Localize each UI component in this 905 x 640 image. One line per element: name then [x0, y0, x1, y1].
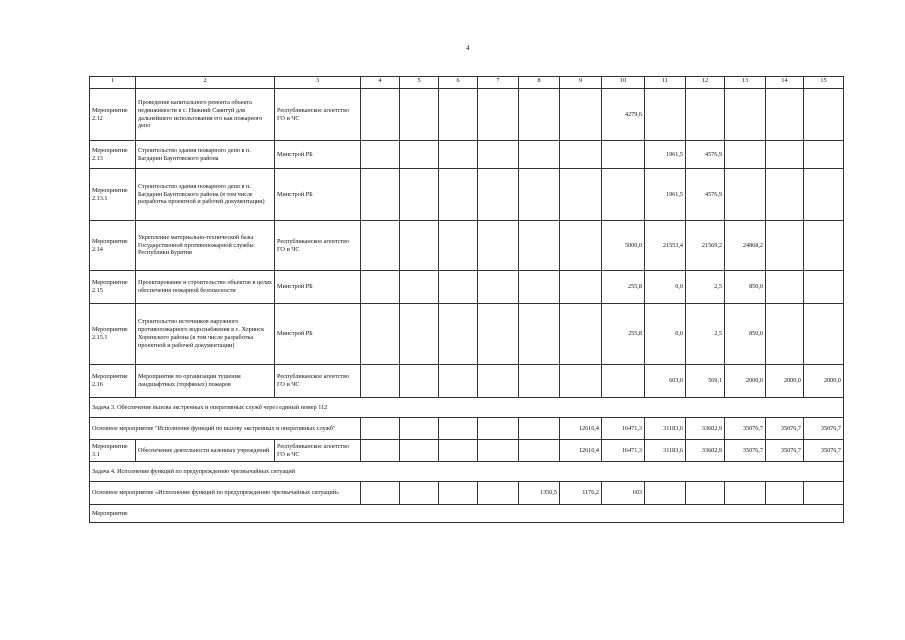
column-number: 4	[361, 77, 400, 89]
executor: Республиканское агентство ГО и ЧС	[275, 221, 361, 271]
amount-cell	[602, 365, 645, 398]
amount-cell	[804, 89, 844, 141]
amount-cell: 603	[602, 482, 645, 505]
column-number: 11	[645, 77, 686, 89]
measure-code: Мероприятие 2.13	[90, 141, 136, 169]
amount-cell	[560, 221, 602, 271]
amount-cell	[478, 271, 519, 304]
measure-name: Проведение капитального ремонта объекта недвижимости в с. Нижний Саянтуй для дальнейшего использования его как пожарного депо	[136, 89, 275, 141]
amount-cell	[478, 365, 519, 398]
amount-cell	[519, 418, 560, 440]
amount-cell	[519, 89, 560, 141]
column-number: 10	[602, 77, 645, 89]
column-number: 6	[439, 77, 478, 89]
amount-cell	[560, 271, 602, 304]
amount-cell	[439, 221, 478, 271]
amount-cell	[400, 482, 439, 505]
executor: Республиканское агентство ГО и ЧС	[275, 89, 361, 141]
main-measure-title: Основное мероприятие "Исполнение функций по вызову экстренных и оперативных служб"	[90, 418, 361, 440]
amount-cell	[725, 482, 766, 505]
amount-cell	[725, 169, 766, 221]
column-number: 9	[560, 77, 602, 89]
amount-cell	[766, 89, 804, 141]
column-number: 3	[275, 77, 361, 89]
amount-cell: 255,8	[602, 271, 645, 304]
executor: Минстрой РБ	[275, 141, 361, 169]
amount-cell	[519, 141, 560, 169]
amount-cell: 603,0	[645, 365, 686, 398]
amount-cell: 21569,2	[686, 221, 725, 271]
amount-cell: 35076,7	[725, 418, 766, 440]
amount-cell	[766, 271, 804, 304]
amount-cell	[478, 169, 519, 221]
amount-cell: 35076,7	[766, 440, 804, 462]
amount-cell	[560, 304, 602, 365]
main-measure-row	[90, 418, 844, 440]
amount-cell	[400, 418, 439, 440]
amount-cell: 31183,6	[645, 418, 686, 440]
amount-cell	[361, 440, 400, 462]
amount-cell: 569,1	[686, 365, 725, 398]
measure-name: Проектирование и строительство объектов в целях обеспечения пожарной безопасности	[136, 271, 275, 304]
amount-cell	[645, 89, 686, 141]
table-row	[90, 505, 844, 523]
amount-cell	[804, 169, 844, 221]
amount-cell	[361, 365, 400, 398]
amount-cell: 35076,7	[804, 418, 844, 440]
amount-cell	[361, 141, 400, 169]
amount-cell	[519, 365, 560, 398]
amount-cell	[560, 89, 602, 141]
amount-cell: 2000,0	[804, 365, 844, 398]
column-number: 14	[766, 77, 804, 89]
amount-cell: 1350,5	[519, 482, 560, 505]
amount-cell: 35076,7	[804, 440, 844, 462]
amount-cell	[400, 221, 439, 271]
amount-cell: 35076,7	[766, 418, 804, 440]
measure-code: Мероприятие 2.14	[90, 221, 136, 271]
amount-cell	[478, 141, 519, 169]
main-measure-title: Основное мероприятие «Исполнение функций по предупреждению чрезвычайных ситуаций»	[90, 482, 361, 505]
amount-cell	[400, 271, 439, 304]
measure-code: Мероприятие 3.1	[90, 440, 136, 462]
amount-cell	[804, 271, 844, 304]
amount-cell	[519, 440, 560, 462]
amount-cell	[361, 482, 400, 505]
executor: Минстрой РБ	[275, 271, 361, 304]
amount-cell: 0,0	[645, 304, 686, 365]
task-title: Задача 4. Исполнение функций по предупреждению чрезвычайных ситуаций	[90, 462, 844, 482]
amount-cell: 2,5	[686, 271, 725, 304]
amount-cell	[439, 271, 478, 304]
amount-cell	[400, 141, 439, 169]
amount-cell: 31183,6	[645, 440, 686, 462]
task-row	[90, 398, 844, 418]
amount-cell: 16471,3	[602, 440, 645, 462]
table-row	[90, 304, 844, 365]
table-row	[90, 271, 844, 304]
amount-cell	[439, 418, 478, 440]
amount-cell: 16471,3	[602, 418, 645, 440]
amount-cell	[560, 141, 602, 169]
amount-cell: 4576,9	[686, 169, 725, 221]
amount-cell: 850,0	[725, 304, 766, 365]
amount-cell: 4576,9	[686, 141, 725, 169]
column-number: 1	[90, 77, 136, 89]
amount-cell	[400, 89, 439, 141]
executor: Минстрой РБ	[275, 304, 361, 365]
amount-cell	[766, 169, 804, 221]
amount-cell	[400, 304, 439, 365]
amount-cell	[439, 304, 478, 365]
amount-cell: 2,5	[686, 304, 725, 365]
measure-name: Укрепление материально-технической базы Государственной противопожарной службы Республики Бурятия	[136, 221, 275, 271]
amount-cell	[439, 141, 478, 169]
amount-cell: 12616,4	[560, 440, 602, 462]
column-number: 15	[804, 77, 844, 89]
task-title: Задача 3. Обеспечение вызова экстренных и оперативных служб через единый номер 112	[90, 398, 844, 418]
amount-cell: 2000,0	[766, 365, 804, 398]
amount-cell	[804, 221, 844, 271]
amount-cell	[478, 89, 519, 141]
amount-cell	[361, 418, 400, 440]
main-measure-row	[90, 482, 844, 505]
amount-cell	[400, 365, 439, 398]
measure-code: Мероприятие 2.16	[90, 365, 136, 398]
amount-cell: 4279,6	[602, 89, 645, 141]
amount-cell	[361, 304, 400, 365]
column-number: 5	[400, 77, 439, 89]
amount-cell: 12616,4	[560, 418, 602, 440]
column-number: 12	[686, 77, 725, 89]
amount-cell	[439, 89, 478, 141]
column-number: 13	[725, 77, 766, 89]
table-row	[90, 365, 844, 398]
header-row	[90, 77, 844, 89]
amount-cell	[766, 221, 804, 271]
amount-cell	[478, 221, 519, 271]
amount-cell	[766, 482, 804, 505]
amount-cell	[439, 169, 478, 221]
measure-code: Мероприятие 2.15	[90, 271, 136, 304]
amount-cell	[804, 304, 844, 365]
amount-cell	[725, 89, 766, 141]
table-row	[90, 141, 844, 169]
amount-cell	[560, 365, 602, 398]
amount-cell	[361, 271, 400, 304]
amount-cell	[560, 169, 602, 221]
amount-cell: 1176,2	[560, 482, 602, 505]
measure-code: Мероприятие 2.13.1	[90, 169, 136, 221]
measure-code: Мероприятие	[90, 505, 844, 523]
amount-cell	[602, 141, 645, 169]
measure-name: Строительство здания пожарного депо в п. Багдарин Баунтовского района	[136, 141, 275, 169]
amount-cell	[804, 482, 844, 505]
amount-cell	[686, 89, 725, 141]
executor: Минстрой РБ	[275, 169, 361, 221]
column-number: 7	[478, 77, 519, 89]
column-number: 2	[136, 77, 275, 89]
amount-cell: 255,8	[602, 304, 645, 365]
amount-cell	[361, 221, 400, 271]
measure-name: Строительство здания пожарного депо в п. Багдарин Баунтовского района (в том числе разработка проектной и рабочей документации)	[136, 169, 275, 221]
table-row	[90, 169, 844, 221]
amount-cell	[686, 482, 725, 505]
amount-cell: 0,0	[645, 271, 686, 304]
amount-cell: 24868,2	[725, 221, 766, 271]
amount-cell	[439, 365, 478, 398]
amount-cell	[766, 141, 804, 169]
measure-code: Мероприятие 2.12	[90, 89, 136, 141]
amount-cell	[766, 304, 804, 365]
amount-cell: 33602,9	[686, 440, 725, 462]
amount-cell: 5000,0	[602, 221, 645, 271]
amount-cell	[478, 304, 519, 365]
amount-cell: 850,0	[725, 271, 766, 304]
amount-cell	[478, 418, 519, 440]
executor: Республиканское агентство ГО и ЧС	[275, 365, 361, 398]
amount-cell: 35076,7	[725, 440, 766, 462]
amount-cell	[725, 141, 766, 169]
amount-cell	[400, 440, 439, 462]
table-row	[90, 221, 844, 271]
column-number: 8	[519, 77, 560, 89]
amount-cell	[519, 271, 560, 304]
measure-name: Строительство источников наружного противопожарного водоснабжения в с. Хоринск Хоринского района (в том числе разработка проектной и рабочей документации)	[136, 304, 275, 365]
amount-cell	[361, 89, 400, 141]
measure-code: Мероприятие 2.15.1	[90, 304, 136, 365]
amount-cell	[478, 482, 519, 505]
table-row	[90, 89, 844, 141]
amount-cell	[439, 482, 478, 505]
amount-cell: 1961,5	[645, 169, 686, 221]
page-number: 4	[466, 44, 470, 52]
task-row	[90, 462, 844, 482]
amount-cell	[439, 440, 478, 462]
amount-cell	[645, 482, 686, 505]
amount-cell: 2000,0	[725, 365, 766, 398]
amount-cell	[804, 141, 844, 169]
amount-cell	[519, 304, 560, 365]
measure-name: Мероприятия по организации тушения ландшафтных (торфяных) пожаров	[136, 365, 275, 398]
executor: Республиканское агентство ГО и ЧС	[275, 440, 361, 462]
amount-cell	[519, 221, 560, 271]
table-row	[90, 440, 844, 462]
amount-cell: 21553,4	[645, 221, 686, 271]
amount-cell	[478, 440, 519, 462]
amount-cell	[519, 169, 560, 221]
amount-cell	[361, 169, 400, 221]
amount-cell: 33602,9	[686, 418, 725, 440]
program-table	[89, 76, 844, 523]
measure-name: Обеспечение деятельности казенных учреждений	[136, 440, 275, 462]
amount-cell	[602, 169, 645, 221]
amount-cell: 1961,5	[645, 141, 686, 169]
amount-cell	[400, 169, 439, 221]
